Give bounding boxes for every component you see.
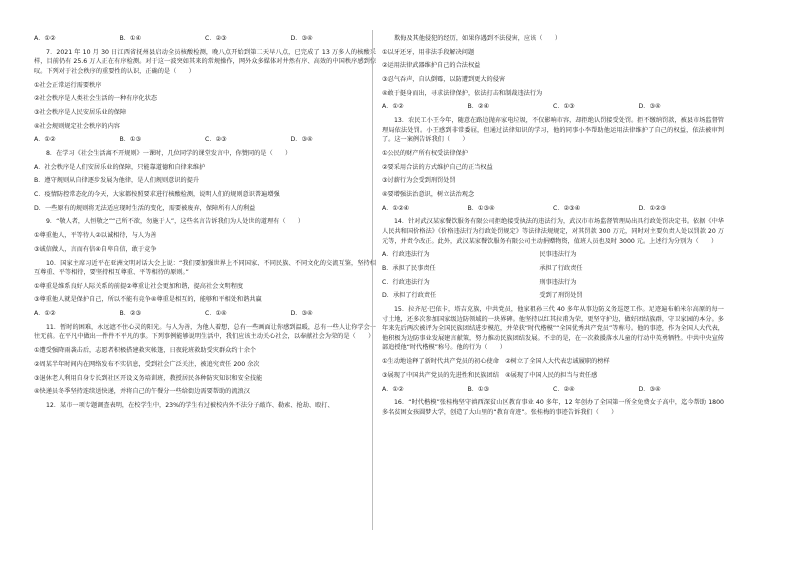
- answer-option: B．①④: [119, 35, 142, 42]
- answer-option: D．③④: [290, 310, 313, 318]
- answer-option-part: 承担了行政责任: [539, 265, 583, 272]
- statement-line: ③退休老人利用自身专长到社区开设义务培训班，教授居民各种防灾知识和安全技能: [34, 374, 263, 382]
- answer-option: D．①②③: [638, 204, 667, 212]
- question-stem: 欺侮及其他侵犯的经历，如果你遇到不法侵害，应该（ ）: [394, 35, 562, 42]
- answer-option-part: 民事违法行为: [539, 251, 577, 259]
- statement-line: ①遭受强降雨袭击后，志愿者积极搭建救灾帐篷，日夜轮班救助受灾群众约十余个: [34, 347, 257, 355]
- question-stem: 10．国家主席习近平在亚洲文明对话大会上说：“我们要加强世界上不同国家、不同民族、不同文化的交流互鉴，坚持相互尊重、平等相待，要坚持相互尊重、平等相待的原则。”: [34, 259, 376, 277]
- column-divider: [372, 30, 373, 530]
- statement-line: ④快递员冬季坚持连续送快递，并将自己的午餐分一些给街边需要帮助的流浪汉: [34, 388, 250, 396]
- answer-option: D．③④: [638, 385, 661, 393]
- statement-line: ②周某半年时间内在网络发布不实信息，受到社会广泛关注，被追究责任 200 余次: [34, 360, 260, 368]
- statement-line: D．一些原有的规则将无法适应现时生活的变化，需要被废弃，保障所有人的利益: [34, 204, 256, 212]
- answer-option-part: C．行政违法行为: [382, 278, 430, 286]
- statement-line: ①以牙还牙，用非法手段解决问题: [382, 48, 475, 56]
- statement-line: ①尊重是维系良好人际关系的前提②尊重让社会更加和谐，提高社会文明程度: [34, 282, 244, 290]
- answer-option: A．①②④: [382, 204, 410, 212]
- answer-options: [34, 34, 376, 44]
- answer-option: A．①②: [382, 385, 404, 393]
- answer-option-pair: [382, 250, 724, 260]
- answer-option: A．①②: [34, 136, 56, 144]
- answer-options: [34, 309, 376, 319]
- answer-option: C．①④: [205, 310, 227, 318]
- answer-option: C．①③: [553, 103, 575, 111]
- answer-option: C．②③: [205, 35, 227, 42]
- answer-option: C．②④: [553, 385, 575, 393]
- answer-option: A．①②: [34, 35, 56, 42]
- question-stem: 14．针对武汉某家餐饮服务有限公司拒绝接受执法的违法行为，武汉市市场监督管理局出具行政处罚决定书。依据《中华人民共和国价格法》《价格违法行为行政处罚规定》等法律法规规定，对其罚款 300 万元，同时对主要负责人处以罚款 20 万元等，并责令改正。此外，武汉某家餐饮服务有限公司主动捐赠物资，值班人员也及时 3000 元。上述行为分别为（ ）: [382, 218, 724, 245]
- statement-line: ③忍气吞声，自认倒霉，以防遭到更大的侵害: [382, 76, 506, 84]
- statement-line: A．社会秩序是人们安居乐业的保障，只能靠道德和自律来维护: [34, 163, 206, 171]
- answer-option: A．①②: [34, 310, 56, 318]
- statement-line: ③尊重他人就是保护自己，所以不能有竞争④尊重是相互的，能够和平相处和谐共赢: [34, 296, 262, 304]
- statement-line: ④要增强法治意识，树立法治观念: [382, 191, 475, 199]
- answer-options: [382, 385, 724, 395]
- question-stem: 15．拉齐尼·巴依卡，塔吉克族，中共党员，他家祖孙三代 40 多年从事边防义务巡逻工作。足迹遍布帕米尔高原的每一寸土地，还多次参加国家级边防领域的一块界碑。他坚持以红其拉甫为荣，更坚守护边，做好团结族群，守卫家园的本分。多年来先后两次被评为全国民族团结进步模范，并荣获“时代楷模”“全国优秀共产党员”等称号。他的事迹，作为全国人大代表，他积极为边防事业发展建言献策，努力推动民族团结发展。不幸的是，在一次救援落水儿童的行动中英勇牺牲。中共中央宣传部追授他“时代楷模”称号。他的行为（ ）: [382, 306, 724, 352]
- answer-option: B．①③④: [467, 204, 495, 212]
- answer-option-part: 刑事违法行为: [539, 278, 577, 286]
- statement-line: ①社会正常运行需要秩序: [34, 81, 102, 89]
- statement-line: C．疫情防控常态化的今天，大家都按照要求进行核酸检测，说明人们的规则意识普遍增强: [34, 191, 280, 199]
- statement-line: ④社会规则规定社会秩序的内容: [34, 122, 120, 130]
- answer-option: D．③④: [290, 136, 313, 144]
- answer-option-part: B．承担了民事责任: [382, 265, 436, 272]
- answer-option: D．③④: [638, 103, 661, 111]
- right-column: [382, 34, 724, 421]
- statement-line: ③社会秩序是人民安居乐业的保障: [34, 108, 127, 116]
- answer-option-part: 受到了刑罚处罚: [539, 292, 583, 300]
- answer-option-pair: [382, 291, 724, 301]
- statement-line: ①生动地诠释了新时代共产党员的初心使命 ②树立了全国人大代表忠诚履职的榜样: [382, 358, 610, 366]
- answer-options: [382, 204, 724, 214]
- question-stem: 16．“时代楷模”张桂梅坚守滇西深贫山区教育事业 40 多年，12 年创办了全国第一所全免费女子高中，迄今帮助 1800 多名贫困女孩圆梦大学，创造了大山里的“教育奇迹”。张桂梅的事迹告诉我们（ ）: [382, 399, 724, 416]
- statement-line: ②社会秩序是人类社会生活的一种有序化状态: [34, 95, 158, 103]
- statement-line: ①尊重他人，平等待人②以诚相待，与人为善: [34, 232, 157, 240]
- question-stem: 12．某市一项专题调查表明，在校学生中，23%的学生有过被校内外不法分子敲诈、勒索、抢劫、殴打、: [46, 401, 334, 409]
- answer-option: B．①③: [467, 385, 490, 393]
- question-stem: 11．暂时的困难，永远遮不住心灵的阳光。与人为善，为他人着想，总有一些画面让你感到温暖，总有一些人让你学会一往无前。在平凡中做出一件件不平凡的事。下列事例能够说明生活中，我们应该主动关心社会，以奉献社会为荣的是（ ）: [34, 323, 376, 341]
- statement-line: ③讨薪行为会受到刑罚处罚: [382, 177, 456, 185]
- question-stem: 7．2021 年 10 月 30 日江西省抚州县启动全员核酸检测，晚八点开始到第二天早八点，已完成了 13 万多人的核酸采样，目前仍有 25.6 万人正在有序检测。对于这一波突如其来的常规操作，网外众多媒体对井然有序、高效的中国秩序感到惊叹。下列对于社会秩序的重要性的认识，正确的是（ ）: [34, 48, 376, 75]
- answer-option: A．①②: [382, 103, 404, 111]
- answer-option: B．②③: [119, 310, 142, 318]
- statement-line: ③诚信做人，言而有信④自卑自信，敢于竞争: [34, 245, 157, 253]
- answer-option: C．②③④: [553, 204, 581, 212]
- left-column: [34, 34, 376, 415]
- answer-option: C．②③: [205, 136, 227, 144]
- answer-option-part: A．行政违法行为: [382, 251, 430, 259]
- statement-line: ②要采用合法的方式维护自己的正当权益: [382, 163, 493, 171]
- question-stem: 9．“敬人者，人恒敬之”“己所不欲，勿施于人”，这些名言告诉我们为人处世的道理有（ ）: [46, 218, 305, 226]
- statement-line: ③展现了中国共产党员的先进性和民族团结 ④展现了中国人民的担当与责任感: [382, 371, 598, 379]
- statement-line: ①公民的财产所有权受法律保护: [382, 150, 468, 157]
- statement-line: ④敢于挺身而出，寻求法律保护，依法打击和制裁违法行为: [382, 89, 543, 97]
- answer-option: B．②④: [467, 103, 490, 111]
- statement-line: ②运用法律武器维护自己的合法权益: [382, 62, 481, 70]
- question-stem: 8．在学习《社会生活离不开规则》一课时，几位同学的课堂发言中，你赞同的是（ ）: [46, 150, 292, 157]
- answer-options: [382, 102, 724, 112]
- answer-option-pair: [382, 264, 724, 274]
- answer-option-pair: [382, 278, 724, 288]
- answer-option: B．①③: [119, 136, 142, 144]
- answer-option-part: D．承担了行政责任: [382, 292, 437, 300]
- answer-options: [34, 135, 376, 145]
- statement-line: B．遵守规则从自律逐步发展为他律，是人们规则意识的提升: [34, 177, 200, 185]
- question-stem: 13．农民工小王今年，随意在路边抛弃家电垃圾，不仅影响市容，却拒绝认罚接受处罚。拒不缴纳罚款，被县市场监督管理局依法处罚。小王感到非常委屈，但通过法律知识的学习，他的同事小李帮助他运用法律维护了自己的权益，依法被审判了。这一案例告诉我们（ ）: [382, 117, 724, 144]
- answer-option: D．③④: [290, 35, 313, 42]
